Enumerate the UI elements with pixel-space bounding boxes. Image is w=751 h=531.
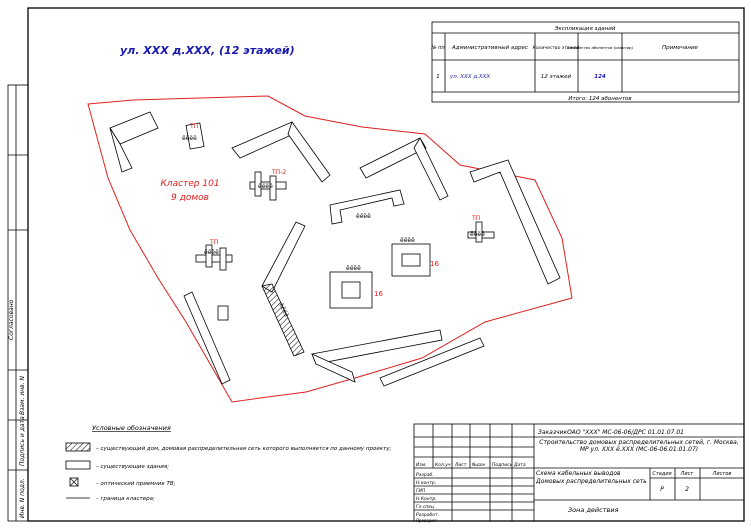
building-top-center-wing [288, 122, 330, 182]
explication-title: Экспликация зданий [554, 26, 616, 32]
side-label-inv-replace: Взам. инв. N [19, 376, 26, 415]
stamp-stage: Р [660, 486, 664, 493]
building-right-L [470, 160, 560, 284]
stamp-col-doc: №док [472, 463, 486, 468]
stamp-col-list: Лист [455, 463, 467, 468]
buildings [110, 112, 560, 386]
bid-2: ёёёё [258, 183, 273, 190]
col-num: № пп [431, 45, 445, 51]
stamp-col-izm: Изм. [416, 463, 427, 468]
stamp-sheet-label: Лист [680, 471, 694, 477]
address-title: ул. XXX д.XXX, (12 этажей) [120, 44, 295, 57]
row-num: 1 [436, 74, 440, 80]
legend-item-box: – существующие здания; [96, 464, 170, 470]
tp-tag-2: ТП-2 [272, 169, 287, 176]
stamp-col-sign: Подпись [492, 463, 513, 468]
tp-tag-3: ТП [210, 239, 219, 246]
stamp-project: Строительство домовых распределительных сетей, г. Москва, МР ул. XXX ё.XXX (МС-06-06.01.01.07) [539, 439, 739, 453]
col-address: Административный адрес [452, 45, 528, 51]
tp-tag-1: ТП [190, 123, 199, 130]
building-diagonal-mid [262, 222, 305, 292]
cluster-houses: 9 домов [171, 193, 209, 203]
legend-title: Условные обозначения [92, 424, 171, 432]
row-floors: 12 этажей [540, 74, 572, 80]
row-subscribers: 124 [594, 74, 606, 80]
cluster-name: Кластер 101 [160, 179, 220, 189]
row-address: ул. XXX д.XXX [450, 74, 491, 80]
stamp-role-4: Н.Контр. [416, 497, 437, 502]
stamp-role-6: Разработ. [416, 513, 440, 518]
col-floors: Количество этажей [532, 46, 580, 51]
legend-symbol-box [66, 461, 90, 469]
col-subscribers: Количество абонентов (квартир) [566, 45, 634, 50]
bid-4: ёёёё [400, 237, 415, 244]
stamp-role-5: Гл.спец [416, 505, 435, 510]
building-bottom [312, 330, 442, 364]
col-note: Примечание [662, 45, 698, 51]
target-building-hatched [262, 284, 304, 356]
bid-3: ёёёё [356, 213, 371, 220]
stamp-role-1: Разраб. [416, 473, 434, 478]
stamp-sheet-title-wrap [536, 470, 648, 498]
stamp-sheet: 2 [685, 486, 689, 493]
legend-item-receiver: – оптический приемник ТВ; [96, 481, 176, 487]
building-top-center [232, 122, 298, 158]
num-16-a: 16 [374, 290, 383, 298]
num-16-b: 16 [430, 260, 439, 268]
bid-1: ёёёё [182, 135, 197, 142]
side-label-inv-orig: Инв. N подл. [19, 478, 26, 518]
stamp-zone: Зона действия [568, 506, 619, 514]
explication-total: Итого: 124 абонентов [568, 96, 632, 102]
building-right-wing [414, 138, 448, 200]
stamp-sheets-label: Листов [712, 471, 732, 477]
stamp-col-date: Дата [514, 463, 526, 468]
bid-8: ёёёё [277, 302, 290, 319]
side-label-sign-date: Подпись и дата [19, 416, 26, 466]
bid-7: ёёёё [204, 249, 219, 256]
stamp-project-wrap [536, 439, 742, 467]
legend-symbol-hatched [66, 443, 90, 451]
stamp-role-7: Проверил [416, 518, 437, 523]
tp-tag-4: ТП [472, 215, 481, 222]
bid-6: ёёёё [470, 231, 485, 238]
stamp-col-kol: Кол.уч [435, 463, 451, 468]
stamp-sheet-title: Схема кабельных выводов Домовых распределительных сеть [536, 470, 647, 485]
legend-item-line: – граница кластера; [96, 496, 155, 502]
stamp-code: ЗаказчикОАО "ХХХ" МС-06-06/ДРС 01.01.07.01 [538, 429, 684, 436]
bid-5: ёёёё [346, 265, 361, 272]
stamp-role-3: ГИП [416, 489, 426, 494]
explication-table [432, 22, 739, 102]
stamp-role-2: Н.контр. [416, 481, 437, 486]
stamp-stage-label: Стадия [652, 471, 672, 477]
legend-item-hatched: – существующий дом, домовая распределительная сеть которого выполняется по данному проекту; [96, 446, 392, 452]
side-label-agreed: Согласовано [8, 299, 15, 340]
